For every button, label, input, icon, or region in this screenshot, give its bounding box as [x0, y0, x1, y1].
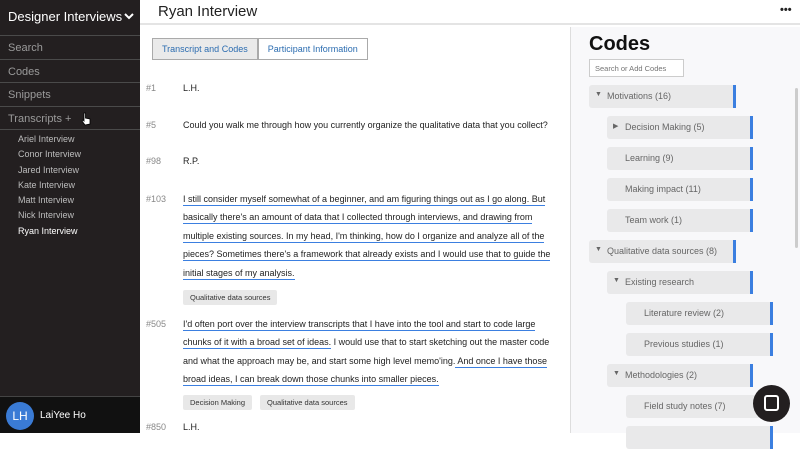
coded-segment[interactable]: I'd often port over the interview transcripts that I have into the tool and start to code large chunks of it with a broad set of ideas. [183, 318, 536, 347]
avatar[interactable]: LH [6, 402, 34, 430]
caret-down-icon[interactable]: ▼ [595, 246, 602, 253]
code-item[interactable] [589, 240, 736, 263]
code-item[interactable] [626, 395, 773, 418]
code-item[interactable] [626, 333, 773, 356]
transcript-link[interactable]: Nick Interview [18, 210, 75, 220]
header [140, 0, 800, 25]
page-title: Ryan Interview [158, 3, 258, 20]
nav-transcripts[interactable]: Transcripts + [0, 106, 140, 130]
row-number: #103 [146, 194, 167, 204]
transcript-link[interactable]: Ariel Interview [18, 134, 75, 144]
code-label: Field study notes (7) [644, 401, 726, 411]
code-label: Learning (9) [625, 153, 674, 163]
code-label: Decision Making (5) [625, 122, 705, 132]
nav-codes[interactable]: Codes [0, 59, 140, 83]
chat-icon[interactable] [753, 385, 790, 422]
more-menu-icon[interactable]: ••• [780, 4, 792, 16]
code-label: Literature review (2) [644, 308, 725, 318]
coded-segment[interactable]: I would use that to start sketching out the master code and what the approach may be, and start some high level memo'ing. [183, 337, 550, 366]
transcript-link[interactable]: Ryan Interview [18, 226, 78, 236]
code-item[interactable] [607, 209, 753, 232]
code-tag[interactable]: Decision Making [183, 395, 252, 410]
transcript-link[interactable]: Kate Interview [18, 180, 76, 190]
row-text[interactable] [183, 315, 563, 389]
coded-segment[interactable]: And once I have those broad ideas, I can break down those chunks into smaller pieces. [183, 355, 547, 384]
row-number: #5 [146, 120, 157, 130]
code-tag[interactable]: Qualitative data sources [260, 395, 354, 410]
user-bar[interactable] [0, 396, 140, 433]
code-item[interactable] [607, 147, 753, 170]
transcript-panel [140, 0, 570, 433]
code-item[interactable] [607, 271, 753, 294]
row-text[interactable]: L.H. [183, 421, 200, 432]
code-label: Existing research [625, 277, 695, 287]
transcript-link[interactable]: Jared Interview [18, 165, 80, 175]
code-label: Team work (1) [625, 215, 683, 225]
row-number: #505 [146, 319, 167, 329]
scrollbar[interactable] [795, 88, 798, 248]
row-text[interactable]: R.P. [183, 155, 200, 166]
row-number: #98 [146, 156, 162, 166]
code-tags [183, 290, 277, 305]
row-text[interactable] [183, 190, 563, 283]
tab-participant-information[interactable]: Participant Information [258, 38, 368, 60]
code-item[interactable] [607, 116, 753, 139]
project-title[interactable]: Designer Interviews [8, 9, 123, 24]
transcript-link[interactable]: Conor Interview [18, 149, 82, 159]
caret-right-icon[interactable]: ▶ [613, 123, 619, 130]
row-text[interactable]: L.H. [183, 82, 200, 93]
user-name: LaiYee Ho [40, 410, 86, 421]
hand-cursor-icon [80, 112, 92, 126]
codes-title: Codes [589, 33, 651, 55]
row-number: #1 [146, 83, 157, 93]
sidebar [0, 0, 140, 433]
caret-down-icon[interactable]: ▼ [595, 91, 602, 98]
code-label: Qualitative data sources (8) [607, 246, 718, 256]
row-number: #850 [146, 422, 167, 432]
chevron-down-icon[interactable] [124, 12, 134, 20]
code-item[interactable] [607, 364, 753, 387]
code-item[interactable] [607, 178, 753, 201]
code-item[interactable] [626, 426, 773, 449]
code-tags [183, 395, 355, 410]
transcript-link[interactable]: Matt Interview [18, 195, 75, 205]
code-label: Motivations (16) [607, 91, 672, 101]
code-item[interactable] [589, 85, 736, 108]
tab-transcript-and-codes[interactable]: Transcript and Codes [152, 38, 258, 60]
code-label: Making impact (11) [625, 184, 701, 194]
code-label: Previous studies (1) [644, 339, 724, 349]
row-text[interactable]: Could you walk me through how you currently organize the qualitative data that you collect? [183, 119, 548, 130]
code-item[interactable] [626, 302, 773, 325]
caret-down-icon[interactable]: ▼ [613, 370, 620, 377]
code-search-input[interactable] [589, 59, 684, 77]
code-tag[interactable]: Qualitative data sources [183, 290, 277, 305]
code-label: Methodologies (2) [625, 370, 698, 380]
nav-search[interactable]: Search [0, 35, 140, 59]
nav-snippets[interactable]: Snippets [0, 82, 140, 106]
caret-down-icon[interactable]: ▼ [613, 277, 620, 284]
coded-segment[interactable]: I still consider myself somewhat of a beginner, and am figuring things out as I go along. But basically there's an amount of data that I collected through interviews, and drawing from multiple existing sources. In my head, I'm thinking, how do I organize and analyze all of the pieces? Sometimes there's a framework that already exists and I would use that to guide the initial stages of my analysis. [183, 193, 551, 278]
codes-panel [570, 27, 800, 433]
